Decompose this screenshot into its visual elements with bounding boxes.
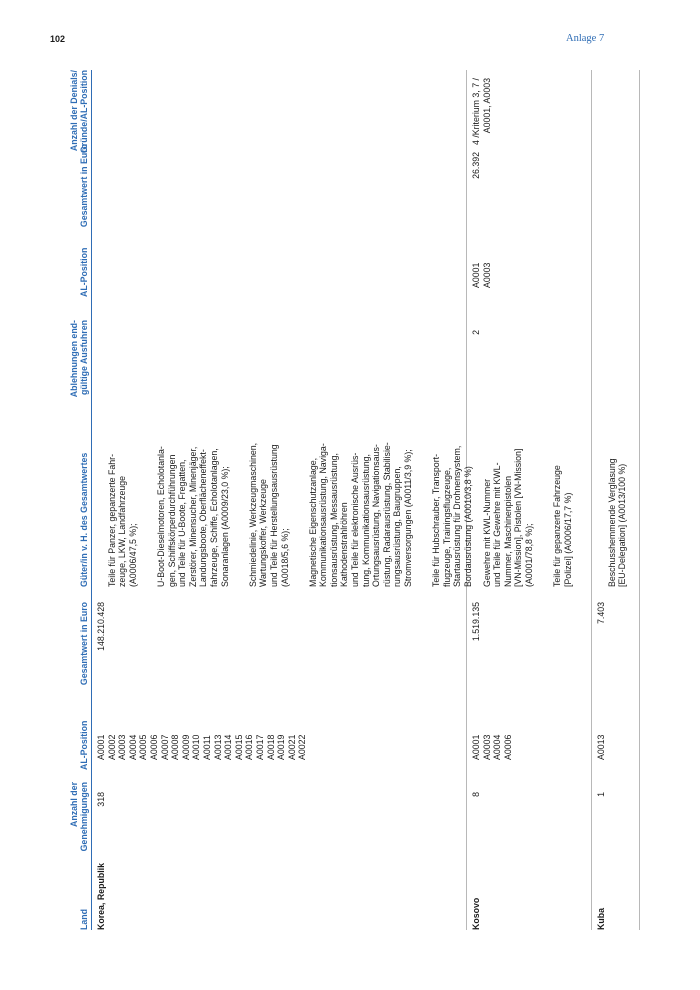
cell-al-position-2: A0001 A0003 (471, 262, 492, 288)
cell-land: Korea, Republik (96, 863, 106, 930)
rotated-table-wrapper (58, 70, 648, 930)
cell-gesamtwert: 7.403 (596, 602, 606, 625)
cell-al-positions: A0001 A0002 A0003 A0004 A0005 A0006 A0007 A0008 A0009 A0010 A0011 A0013 A0014 A0015 A0016 A0017 A0018 A0019 A0021 A0022 (96, 734, 308, 760)
gueter-item: U-Boot-Dieselmotoren, Echolotanla- gen, Schiffskörperdurchführungen und Teile für U-Boote, Fregatten, Zerstörer, Minensucher, Minenjäger, Landungsboote, Oberflächeneffekt- fahrzeuge, Schiffe, Echolotanlagen, Sonaranlagen (A0009/23,0 %); (155, 446, 230, 587)
table-row (591, 70, 640, 930)
table-row (91, 70, 473, 930)
header-ablehnungen: Ablehnungen end- gültige Ausfuhren (69, 320, 89, 398)
cell-gesamtwert: 1.519.135 (471, 602, 481, 642)
export-table (58, 70, 648, 930)
cell-gueter (96, 407, 491, 587)
cell-gesamtwert: 148.210.428 (96, 602, 106, 651)
gueter-item: Beschusshemmende Verglasung [EU-Delegation] (A0013/100 %) (606, 458, 628, 587)
cell-anzahl: 1 (596, 792, 606, 797)
cell-gueter (471, 407, 591, 587)
cell-gesamtwert-2: 26.392 (471, 152, 481, 179)
table-header (58, 70, 92, 930)
cell-al-positions: A0013 (596, 734, 606, 760)
cell-land: Kuba (596, 908, 606, 930)
gueter-item: Schmiedelinie, Werkzeugmaschinen, Wartungskoffer, Werkzeuge und Teile für Herstellungsausrüstung (A0018/5,6 %); (247, 442, 290, 587)
header-al-position: AL-Position (79, 720, 89, 770)
cell-ablehnungen: 2 (471, 330, 481, 335)
header-land: Land (79, 908, 89, 930)
gueter-item: Teile für Panzer, gepanzerte Fahr- zeuge, LKW, Landfahrzeuge (A0006/47,5 %); (106, 453, 138, 587)
cell-anzahl: 318 (96, 792, 106, 807)
gueter-item: Teile für Hubschrauber, Transport- flugzeuge, Trainingsflugzeuge, Startausrüstung für Drohnensystem, Bordausrüstung (A0010/3,8 %) (431, 445, 473, 587)
header-gueter: Güter/in v. H. des Gesamtwertes (79, 452, 89, 587)
annex-label: Anlage 7 (566, 33, 605, 44)
header-anzahl: Anzahl der Genehmigungen (69, 782, 89, 852)
cell-land: Kosovo (471, 897, 481, 930)
cell-anzahl: 8 (471, 792, 481, 797)
cell-gueter (596, 407, 645, 587)
table-row (466, 70, 592, 930)
gueter-item: Teile für gepanzerte Fahrzeuge [Polizei] (A0006/17,7 %) (552, 465, 573, 587)
gueter-item: Gewehre mit KWL-Nummer und Teile für Gewehre mit KWL- Nummer, Maschinenpistolen [VN-Mission], Pistolen [VN-Mission] (A0001/78,8 %); (481, 448, 534, 587)
gueter-item: Magnetische Eigenschutzanlage, Kommunikationsausrüstung, Naviga- tionsausrüstung, Messausrüstung, Kathodenstrahlröhren und Teile für elektronische Ausrüs- tung, Kommunikationsausrüstung, Ortungsausrüstung, Navigationsaus- rüstung, Radarausrüstung, Stabilisie- rungsausrüstung, Baugruppen, Stromversorgungen (A0011/3,9 %); (307, 442, 414, 587)
cell-al-positions: A0001 A0003 A0004 A0006 (471, 734, 513, 760)
cell-anzahl-denials: 4 /Kriterium 3, 7 / A0001, A0003 (471, 78, 492, 145)
header-anzahl-denials: Anzahl der Denials/ Gründe/AL-Position (69, 70, 89, 154)
page-number: 102 (50, 34, 66, 44)
header-gesamtwert: Gesamtwert in Euro (79, 602, 89, 686)
header-gesamtwert-2: Gesamtwert in Euro (79, 144, 89, 228)
header-al-position-2: AL-Position (79, 247, 89, 297)
